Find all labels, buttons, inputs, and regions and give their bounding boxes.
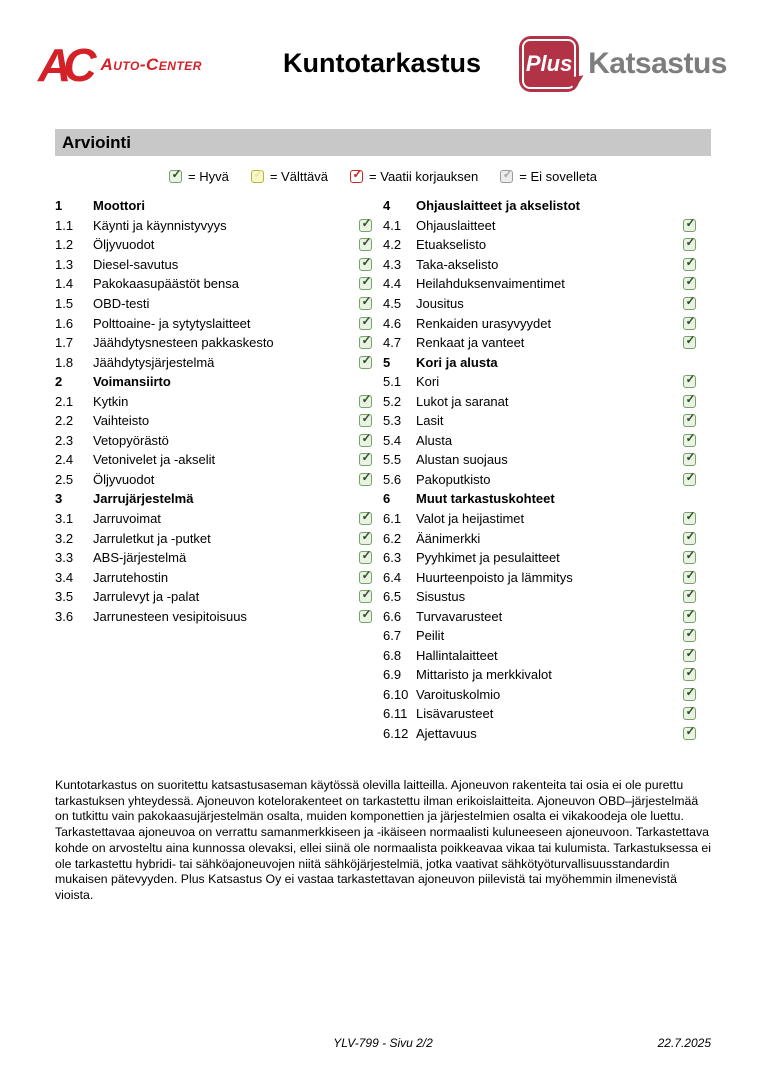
checklist-row [55, 255, 372, 275]
status-checkbox-good-icon [683, 238, 696, 251]
item-number: 6 [383, 491, 391, 507]
plus-katsastus-logo [519, 36, 727, 92]
legend-label: = Vaatii korjauksen [369, 169, 479, 184]
item-number: 3.6 [55, 608, 74, 624]
status-checkbox-good-icon [359, 590, 372, 603]
item-label: Pakoputkisto [416, 471, 491, 487]
status-checkbox-good-icon [359, 453, 372, 466]
checklist-section-row [55, 196, 372, 216]
item-number: 1.3 [55, 256, 74, 272]
status-checkbox-good-icon [683, 375, 696, 388]
status-checkbox-good-icon [359, 532, 372, 545]
checklist-row [55, 606, 372, 626]
status-checkbox-good-icon [359, 512, 372, 525]
item-label: Pyyhkimet ja pesulaitteet [416, 550, 560, 566]
item-number: 3.5 [55, 589, 74, 605]
legend-item-good [169, 169, 229, 184]
status-checkbox-good-icon [683, 395, 696, 408]
item-label: Öljyvuodot [93, 237, 155, 253]
checklist-row [383, 665, 696, 685]
checklist-row [383, 450, 696, 470]
plus-logo-text: Plus [525, 51, 573, 76]
status-checkbox-good-icon [359, 317, 372, 330]
checklist-row [55, 528, 372, 548]
item-number: 3.1 [55, 511, 74, 527]
legend-checkbox-fair-icon [251, 170, 264, 183]
status-checkbox-good-icon [359, 356, 372, 369]
page-footer [55, 1036, 711, 1050]
item-label: Vetopyörästö [93, 432, 169, 448]
item-number: 3.3 [55, 550, 74, 566]
item-number: 6.9 [383, 667, 402, 683]
status-checkbox-good-icon [683, 414, 696, 427]
item-label: Lukot ja saranat [416, 393, 509, 409]
status-checkbox-good-icon [359, 414, 372, 427]
checklist-column-right [383, 196, 696, 743]
item-number: 4.7 [383, 335, 402, 351]
item-label: Käynti ja käynnistyvyys [93, 217, 227, 233]
legend-item-na [500, 169, 597, 184]
item-label: Ohjauslaitteet [416, 217, 496, 233]
checklist-section-row [55, 372, 372, 392]
disclaimer-text: Kuntotarkastus on suoritettu katsastusaseman käytössä olevilla laitteilla. Ajoneuvon rakenteita tai osia ei ole purettu tarkastuksen yhteydessä. Ajoneuvon kotelorakenteet on tarkastettu ilman erikoislaitteita. Ajoneuvon OBD–järjestelmää on tutkittu vain pakokaasujärjestelmän osalta, muiden komponettien ja järjestelmien osalta ei vikakoodeja ole luettu. Tarkastettavaa ajoneuvoa on verrattu samanmerkkiseen ja -ikäiseen normaalisti kuluneeseen ajoneuvoon. Tarkastettava kohde on arvosteltu aina kunnossa olevaksi, ellei siinä ole normaalista poikkeavaa vikaa tai kulumista. Tarkastuksessa ei ole tarkastettu hybridi- tai sähköajoneuvojen niitä sähköjärjestelmiä, jotka vaativat sähkötyöturvallisuusstandardin mukaisen pätevyyden. Plus Katsastus Oy ei vastaa tarkastettavan ajoneuvon piilevistä tai myöhemmin ilmenevistä vioista. [55, 778, 711, 902]
item-label: Mittaristo ja merkkivalot [416, 667, 552, 683]
item-number: 3.2 [55, 530, 74, 546]
status-checkbox-good-icon [683, 336, 696, 349]
status-checkbox-good-icon [683, 629, 696, 642]
checklist-row [383, 411, 696, 431]
item-number: 5.1 [383, 374, 402, 390]
checklist-row [383, 704, 696, 724]
checklist-row [383, 294, 696, 314]
item-number: 1.4 [55, 276, 74, 292]
item-label: Kori ja alusta [416, 354, 498, 370]
item-label: Öljyvuodot [93, 471, 155, 487]
status-checkbox-good-icon [359, 277, 372, 290]
auto-center-wordmark: Auto-Center [100, 55, 202, 74]
status-checkbox-good-icon [683, 277, 696, 290]
checklist-section-row [383, 352, 696, 372]
status-checkbox-good-icon [683, 688, 696, 701]
item-label: Taka-akselisto [416, 256, 499, 272]
item-number: 6.8 [383, 647, 402, 663]
status-checkbox-good-icon [683, 512, 696, 525]
checklist-row [55, 431, 372, 451]
status-checkbox-good-icon [683, 532, 696, 545]
status-checkbox-good-icon [359, 219, 372, 232]
item-label: Jarruvoimat [93, 511, 161, 527]
plus-bubble-icon [519, 36, 579, 92]
item-number: 4.5 [383, 296, 402, 311]
item-number: 1.6 [55, 315, 74, 331]
checklist-row [383, 333, 696, 353]
item-number: 6.4 [383, 569, 402, 585]
item-number: 1.7 [55, 335, 74, 351]
status-checkbox-good-icon [683, 258, 696, 271]
checklist-row [55, 587, 372, 607]
item-label: Pakokaasupäästöt bensa [93, 276, 239, 292]
item-number: 5.5 [383, 452, 402, 468]
inspection-checklist [55, 196, 711, 743]
status-checkbox-good-icon [683, 727, 696, 740]
item-label: Jäähdytysjärjestelmä [93, 354, 215, 370]
item-label: Hallintalaitteet [416, 647, 498, 663]
status-checkbox-good-icon [359, 473, 372, 486]
checklist-row [383, 685, 696, 705]
legend-item-fair [251, 169, 328, 184]
checklist-row [383, 372, 696, 392]
item-label: Lasit [416, 413, 444, 429]
item-label: Etuakselisto [416, 237, 487, 253]
item-label: Sisustus [416, 589, 466, 605]
item-label: Huurteenpoisto ja lämmitys [416, 569, 573, 585]
item-label: ABS-järjestelmä [93, 550, 187, 566]
item-number: 1.5 [55, 296, 74, 311]
item-label: Jarrulevyt ja -palat [93, 589, 200, 605]
item-number: 2.2 [55, 413, 74, 429]
checklist-row [55, 333, 372, 353]
status-checkbox-good-icon [359, 297, 372, 310]
status-checkbox-good-icon [683, 551, 696, 564]
checklist-row [383, 391, 696, 411]
item-number: 2.4 [55, 452, 74, 468]
checklist-row [383, 548, 696, 568]
item-number: 5.4 [383, 432, 402, 448]
status-checkbox-good-icon [683, 473, 696, 486]
checklist-row [383, 216, 696, 236]
item-label: Renkaiden urasyvyydet [416, 315, 552, 331]
status-checkbox-good-icon [683, 453, 696, 466]
item-number: 5.2 [383, 393, 402, 409]
checklist-section-row [383, 489, 696, 509]
item-number: 4.6 [383, 315, 402, 331]
item-number: 2.3 [55, 432, 74, 448]
checklist-row [55, 509, 372, 529]
checklist-section-row [383, 196, 696, 216]
legend-checkbox-na-icon [500, 170, 513, 183]
item-number: 6.2 [383, 530, 402, 546]
item-number: 3.4 [55, 569, 74, 585]
item-number: 5.6 [383, 471, 402, 487]
item-label: Moottori [93, 198, 145, 214]
plate-and-page-number: YLV-799 - Sivu 2/2 [333, 1036, 433, 1050]
item-number: 4.1 [383, 217, 402, 233]
item-number: 1 [55, 198, 63, 214]
item-number: 5 [383, 354, 391, 370]
item-number: 1.2 [55, 237, 74, 253]
checklist-row [383, 724, 696, 744]
item-number: 6.1 [383, 511, 402, 527]
item-label: Ajettavuus [416, 726, 477, 742]
checklist-row [383, 235, 696, 255]
checklist-row [383, 587, 696, 607]
legend-label: = Välttävä [269, 169, 329, 184]
item-number: 4.3 [383, 256, 402, 272]
item-label: Varoituskolmio [416, 686, 501, 702]
item-label: Kori [416, 374, 440, 390]
checklist-row [55, 274, 372, 294]
checklist-row [55, 391, 372, 411]
checklist-row [383, 255, 696, 275]
status-checkbox-good-icon [359, 571, 372, 584]
checklist-row [383, 274, 696, 294]
checklist-column-left [55, 196, 372, 743]
item-label: Vaihteisto [93, 413, 150, 429]
item-number: 3 [55, 491, 63, 507]
item-label: Jarrujärjestelmä [93, 491, 194, 507]
item-label: Jäähdytysnesteen pakkaskesto [93, 335, 274, 351]
item-label: Renkaat ja vanteet [416, 335, 525, 351]
checklist-row [383, 528, 696, 548]
item-label: Alustan suojaus [416, 452, 508, 468]
checklist-row [55, 235, 372, 255]
item-label: Äänimerkki [416, 530, 481, 546]
item-label: Diesel-savutus [93, 256, 179, 272]
item-label: Vetonivelet ja -akselit [93, 452, 216, 468]
status-checkbox-good-icon [359, 336, 372, 349]
item-number: 2.1 [55, 393, 74, 409]
item-label: Voimansiirto [93, 374, 171, 390]
status-checkbox-good-icon [683, 707, 696, 720]
checklist-row [55, 470, 372, 490]
checklist-row [383, 431, 696, 451]
status-checkbox-good-icon [683, 590, 696, 603]
checklist-row [383, 606, 696, 626]
legend-label: = Ei sovelleta [519, 169, 597, 184]
status-checkbox-good-icon [683, 649, 696, 662]
katsastus-wordmark: Katsastus [588, 47, 727, 80]
page-title: Kuntotarkastus [282, 48, 482, 78]
checklist-row [383, 567, 696, 587]
checklist-row [383, 626, 696, 646]
item-label: Polttoaine- ja sytytyslaitteet [93, 315, 251, 331]
checklist-row [55, 313, 372, 333]
item-number: 6.12 [383, 726, 409, 742]
item-number: 6.7 [383, 628, 402, 644]
item-number: 6.6 [383, 608, 402, 624]
checklist-row [55, 450, 372, 470]
status-checkbox-good-icon [683, 219, 696, 232]
status-checkbox-good-icon [359, 551, 372, 564]
item-label: Kytkin [93, 393, 129, 409]
item-label: Jarrutehostin [93, 569, 169, 585]
item-label: Jarruletkut ja -putket [93, 530, 211, 546]
status-checkbox-good-icon [683, 571, 696, 584]
item-label: Peilit [416, 628, 445, 644]
ac-logo-icon: AC [38, 39, 89, 91]
item-number: 6.11 [383, 706, 408, 722]
status-checkbox-good-icon [683, 317, 696, 330]
item-number: 2 [55, 374, 63, 390]
item-label: OBD-testi [93, 296, 150, 311]
legend-checkbox-repair-icon [350, 170, 363, 183]
item-label: Ohjauslaitteet ja akselistot [416, 198, 581, 214]
report-date: 22.7.2025 [657, 1036, 711, 1050]
item-number: 6.10 [383, 686, 409, 702]
checklist-row [55, 411, 372, 431]
section-header-arviointi: Arviointi [55, 129, 711, 156]
item-label: Alusta [416, 432, 453, 448]
checklist-row [383, 509, 696, 529]
item-label: Heilahduksenvaimentimet [416, 276, 565, 292]
checklist-row [55, 567, 372, 587]
status-checkbox-good-icon [359, 238, 372, 251]
item-number: 4.2 [383, 237, 402, 253]
item-label: Lisävarusteet [416, 706, 494, 722]
checklist-row [383, 313, 696, 333]
checklist-section-row [55, 489, 372, 509]
checklist-row [383, 470, 696, 490]
item-number: 6.5 [383, 589, 402, 605]
status-legend [55, 169, 711, 184]
status-checkbox-good-icon [359, 258, 372, 271]
item-label: Jousitus [416, 296, 464, 311]
item-number: 1.8 [55, 354, 74, 370]
checklist-row [55, 216, 372, 236]
legend-item-repair [350, 169, 478, 184]
checklist-row [55, 294, 372, 314]
status-checkbox-good-icon [683, 668, 696, 681]
item-number: 6.3 [383, 550, 402, 566]
item-number: 4 [383, 198, 391, 214]
checklist-row [383, 646, 696, 666]
status-checkbox-good-icon [683, 610, 696, 623]
status-checkbox-good-icon [683, 297, 696, 310]
status-checkbox-good-icon [359, 434, 372, 447]
item-number: 2.5 [55, 471, 74, 487]
item-label: Jarrunesteen vesipitoisuus [93, 608, 247, 624]
item-number: 1.1 [55, 217, 74, 233]
legend-checkbox-good-icon [169, 170, 182, 183]
legend-label: = Hyvä [188, 169, 229, 184]
item-label: Muut tarkastuskohteet [416, 491, 555, 507]
status-checkbox-good-icon [683, 434, 696, 447]
status-checkbox-good-icon [359, 395, 372, 408]
item-number: 5.3 [383, 413, 402, 429]
status-checkbox-good-icon [359, 610, 372, 623]
item-label: Valot ja heijastimet [416, 511, 525, 527]
checklist-row [55, 548, 372, 568]
item-number: 4.4 [383, 276, 402, 292]
item-label: Turvavarusteet [416, 608, 503, 624]
checklist-row [55, 352, 372, 372]
